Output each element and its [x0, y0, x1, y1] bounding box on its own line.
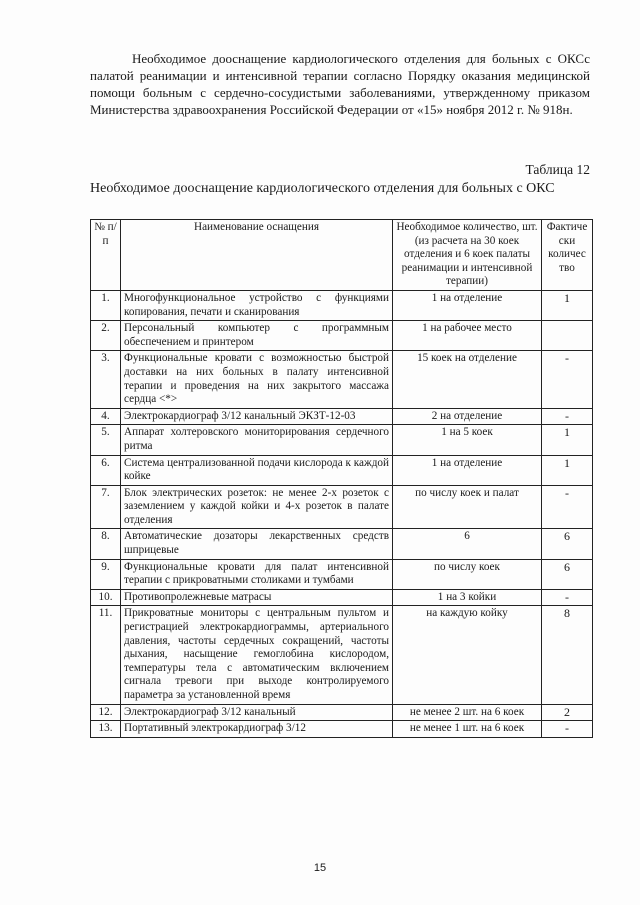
row-name: Функциональные кровати для палат интенсивной терапии с прикроватными столиками и тумбами	[121, 559, 393, 589]
table-row	[91, 721, 593, 738]
row-num: 6.	[91, 455, 121, 485]
row-fact	[542, 321, 593, 351]
row-fact: 6	[542, 529, 593, 559]
row-fact: 1	[542, 455, 593, 485]
row-name: Блок электрических розеток: не менее 2-х розеток с заземлением у каждой койки и 4-х розеток в палате отделения	[121, 485, 393, 529]
table-title: Необходимое дооснащение кардиологического отделения для больных с ОКС	[90, 181, 555, 196]
header-fact: Фактиче ски количес тво	[542, 220, 593, 291]
row-num: 4.	[91, 408, 121, 425]
row-num: 2.	[91, 321, 121, 351]
row-qty: 1 на отделение	[393, 455, 542, 485]
row-qty: 1 на 3 койки	[393, 589, 542, 606]
table-row	[91, 351, 593, 408]
row-qty: по числу коек	[393, 559, 542, 589]
row-qty: 1 на рабочее место	[393, 321, 542, 351]
row-num: 3.	[91, 351, 121, 408]
header-num: № п/п	[91, 220, 121, 291]
header-name: Наименование оснащения	[121, 220, 393, 291]
table-header-row	[91, 220, 593, 291]
row-name: Система централизованной подачи кислорода к каждой койке	[121, 455, 393, 485]
row-fact: 8	[542, 606, 593, 704]
page-number: 15	[313, 862, 327, 874]
row-fact: -	[542, 589, 593, 606]
row-fact: -	[542, 721, 593, 738]
row-num: 5.	[91, 425, 121, 455]
table-row	[91, 559, 593, 589]
row-qty: 2 на отделение	[393, 408, 542, 425]
row-num: 1.	[91, 290, 121, 320]
row-qty: 15 коек на отделение	[393, 351, 542, 408]
row-name: Автоматические дозаторы лекарственных средств шприцевые	[121, 529, 393, 559]
row-num: 8.	[91, 529, 121, 559]
row-num: 13.	[91, 721, 121, 738]
table-row	[91, 529, 593, 559]
row-qty: 1 на отделение	[393, 290, 542, 320]
table-row	[91, 290, 593, 320]
row-num: 7.	[91, 485, 121, 529]
row-qty: не менее 1 шт. на 6 коек	[393, 721, 542, 738]
row-name: Электрокардиограф 3/12 канальный	[121, 704, 393, 721]
row-qty: на каждую койку	[393, 606, 542, 704]
row-num: 12.	[91, 704, 121, 721]
row-num: 10.	[91, 589, 121, 606]
row-name: Прикроватные мониторы с центральным пультом и регистрацией электрокардиограммы, артериального давления, частоты сердечных сокращений, частоты дыхания, насыщение гемоглобина кислородом, температуры тела с автоматическим включением сигнала тревоги при выходе контролируемого параметра за установленной время	[121, 606, 393, 704]
row-qty: по числу коек и палат	[393, 485, 542, 529]
row-name: Противопролежневые матрасы	[121, 589, 393, 606]
table-row	[91, 321, 593, 351]
row-fact: 2	[542, 704, 593, 721]
table-row	[91, 606, 593, 704]
table-row	[91, 408, 593, 425]
table-row	[91, 589, 593, 606]
row-num: 9.	[91, 559, 121, 589]
row-name: Функциональные кровати с возможностью быстрой доставки на них больных в палату интенсивной терапии и проведения на них закрытого массажа сердца <*>	[121, 351, 393, 408]
table-row	[91, 455, 593, 485]
table-row	[91, 485, 593, 529]
row-fact: -	[542, 485, 593, 529]
header-qty: Необходимое количество, шт. (из расчета на 30 коек отделения и 6 коек палаты реанимации и интенсивной терапии)	[393, 220, 542, 291]
row-num: 11.	[91, 606, 121, 704]
row-fact: 6	[542, 559, 593, 589]
row-fact: 1	[542, 290, 593, 320]
table-row	[91, 704, 593, 721]
equipment-table	[90, 219, 593, 738]
table-row	[91, 425, 593, 455]
row-qty: 1 на 5 коек	[393, 425, 542, 455]
intro-paragraph: Необходимое дооснащение кардиологического отделения для больных с ОКСс палатой реанимации и интенсивной терапии согласно Порядку оказания медицинской помощи больным с сердечно-сосудистыми заболеваниями, утвержденному приказом Министерства здравоохранения Российской Федерации от «15» ноября 2012 г. № 918н.	[90, 51, 590, 117]
row-fact: -	[542, 351, 593, 408]
row-fact: -	[542, 408, 593, 425]
row-fact: 1	[542, 425, 593, 455]
table-label: Таблица 12	[525, 162, 590, 177]
row-qty: 6	[393, 529, 542, 559]
row-name: Персональный компьютер с программным обеспечением и принтером	[121, 321, 393, 351]
row-name: Многофункциональное устройство с функциями копирования, печати и сканирования	[121, 290, 393, 320]
row-qty: не менее 2 шт. на 6 коек	[393, 704, 542, 721]
row-name: Аппарат холтеровского мониторирования сердечного ритма	[121, 425, 393, 455]
row-name: Портативный электрокардиограф 3/12	[121, 721, 393, 738]
row-name: Электрокардиограф 3/12 канальный ЭКЗТ-12-03	[121, 408, 393, 425]
